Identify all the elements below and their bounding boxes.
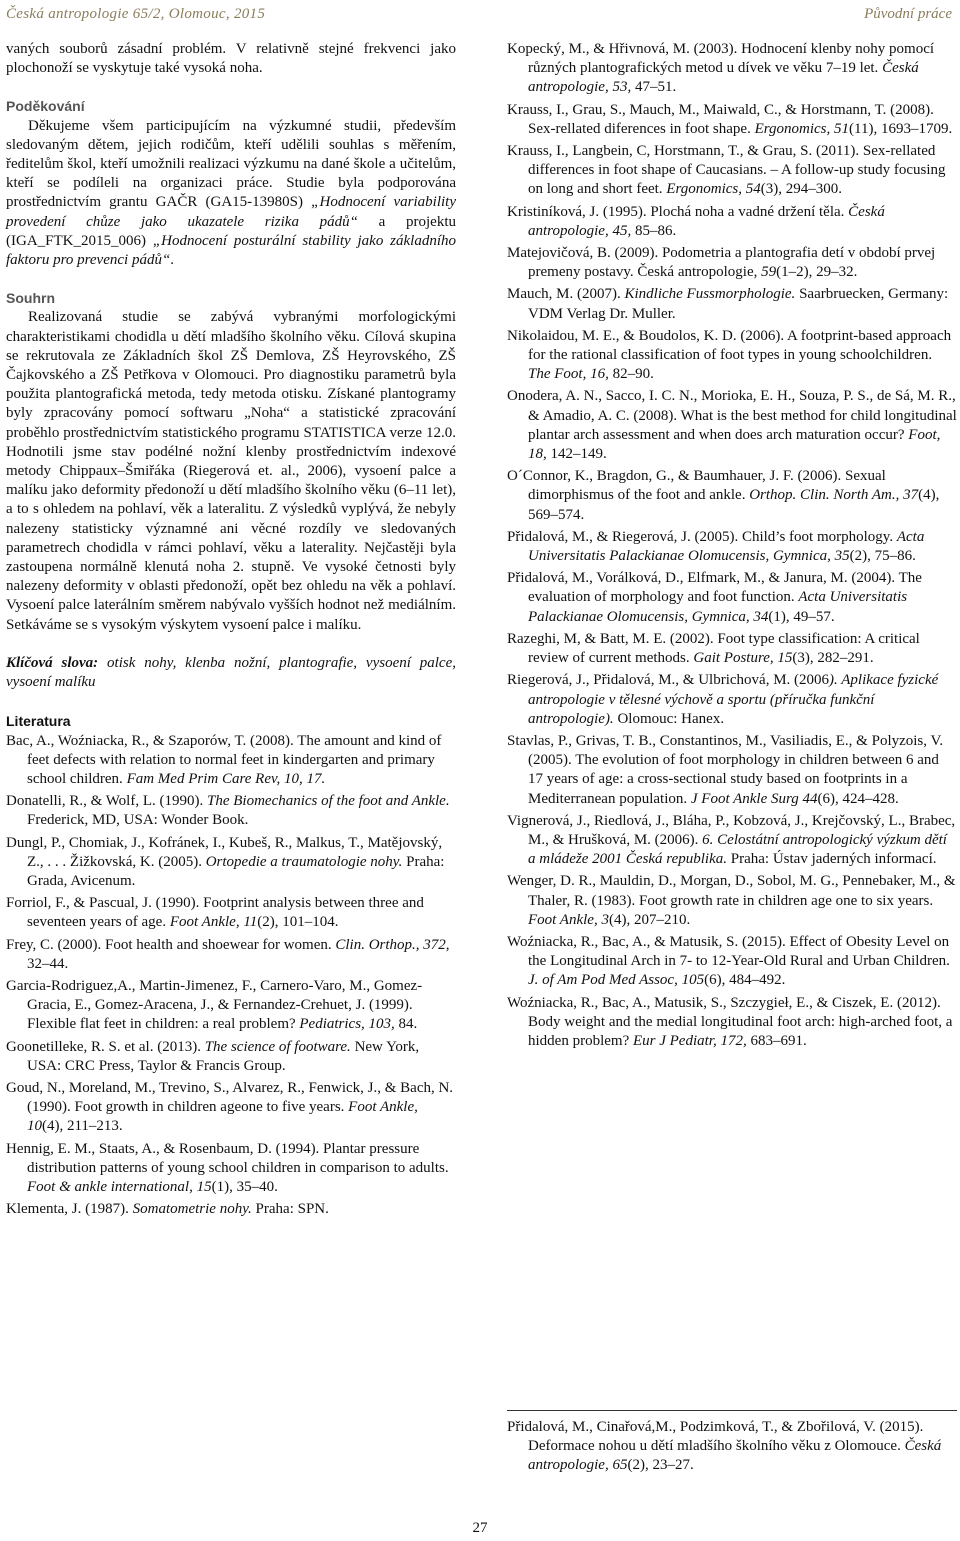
references-list-right [507,40,957,1051]
reference-item [507,387,957,464]
reference-item [6,732,456,790]
reference-item [6,1038,456,1076]
reference-source: Eur J Pediatr, 172, [632,1032,747,1049]
reference-text: New York, USA: CRC Press, Taylor & Francis Group. [27,1038,420,1074]
reference-text: Krauss, I., Langbein, C, Horstmann, T., & Grau, S. (2011). Sex-rellated differences in foot shape of Caucasians. – A follow-up study focusing on long and short feet. [507,143,946,198]
reference-source: Kindliche Fussmorphologie. [624,286,796,303]
reference-text: (11), 1693–1709. [849,120,953,137]
reference-text: Praha: SPN. [251,1201,329,1218]
intro-paragraph: vaných souborů zásadní problém. V relativně stejné frekvenci jako plochonoží se vyskytuje také vysoká noha. [6,41,456,77]
reference-text: Matejovičová, B. (2009). Podometria a plantografia detí v období prvej premeny postavy. Česká antropologie, [507,245,936,281]
footnote-journal: Česká antropologie, 65 [528,1438,942,1474]
reference-text: (3), 294–300. [760,181,843,198]
reference-text: 683–691. [746,1032,807,1049]
reference-source: Pediatrics, 103, [299,1016,395,1033]
reference-item [507,467,957,525]
acknowledgement-paragraph [6,117,456,271]
reference-source: Foot & ankle international, 15 [27,1178,212,1195]
reference-text: 142–149. [546,446,607,463]
reference-text: Goud, N., Moreland, M., Trevino, S., Alvarez, R., Fenwick, J., & Bach, N. (1990). Foot growth in children ageone to five years. [6,1079,454,1116]
reference-text: Hennig, E. M., Staats, A., & Rosenbaum, D. (1994). Plantar pressure distribution patterns of young school children in comparison to adults. [6,1140,449,1176]
reference-text: Forriol, F., & Pascual, J. (1990). Footprint analysis between three and seventeen years of age. [6,895,424,931]
reference-text: Nikolaidou, M. E., & Boudolos, K. D. (2006). A footprint-based approach for the rational classification of foot types in young schoolchildren. [507,327,952,364]
reference-text: Bac, A., Woźniacka, R., & Szaporów, T. (2008). The amount and kind of feet defects with relation to normal feet in kindergarten and primary school children. [6,732,442,787]
reference-item [507,630,957,668]
reference-text: 32–44. [27,955,69,972]
reference-item [507,528,957,566]
summary-paragraph: Realizovaná studie se zabývá vybranými morfologickými charakteristikami chodidla u dětí mladšího školního věku. Cílová skupina se rekrutovala ze Základních škol ZŠ Demlova, ZŠ Heyrovského, ZŠ Čajkovského a ZŠ Petřkova v Olomouci. Pro diagnostiku parametrů byla použita plantografická metoda, tedy metoda otisku. Získané plantogramy byly zpracovány pomocí softwaru „Noha“ a statistické zpracování proběhlo prostřednictvím statistického programu STATISTICA verze 12.0. Hodnotili jsme stav podélné nožní klenby prostřednictvím indexové metody Chippaux–Šmiřáka (Riegerová et. al., 2006), vysoení palce a malíku jako deformity předonoží u dětí mladšího školního věku (6–11 let), a to s ohledem na pohlaví, věk a lateralitu. Z výsledků vyplývá, že nebyly nalezeny statisticky významné ani věcné rozdíly ve sledovaných parametrech chodidla v rámci pohlaví, věku a laterality. Nejčastěji byla zastoupena normálně klenutá noha 2. stupně. Ve vysoké četnosti byly nalezeny deformity v oblasti předonoží, opět bez ohledu na věk a pohlaví. Vysoení palce laterálním směrem nabývalo vyšších hodnot než mediálním. Setkáváme se s vysokým výskytem vysoení palce i malíku. [6,309,456,633]
reference-item [6,792,456,830]
reference-text: (4), 211–213. [42,1118,123,1135]
footnote-authors: Přidalová, M., Cinařová,M., Podzimková, T., & Zbořilová, V. (2015). Deformace nohou u dětí mladšího školního věku z Olomouce. [507,1419,924,1455]
reference-source: The Biomechanics of the foot and Ankle. [207,793,450,810]
left-column [6,40,456,1222]
reference-source: Foot Ankle, 10 [27,1099,418,1135]
reference-item [507,327,957,385]
keywords [6,654,456,692]
acknowledgement-heading: Poděkování [6,98,85,115]
reference-text: Přidalová, M., & Riegerová, J. (2005). Child’s foot morphology. [507,528,897,545]
reference-source: Česká antropologie, 45, [528,203,885,239]
reference-text: Razeghi, M, & Batt, M. E. (2002). Foot type classification: A critical review of current methods. [507,630,920,667]
reference-item [6,1079,456,1137]
reference-text: Onodera, A. N., Sacco, I. C. N., Morioka, E. H., Souza, P. S., de Sá, M. R., & Amadio, A. C. (2008). What is the best method for child longitudinal plantar arch assessment and when does arch maturation occur? [507,388,957,443]
reference-source: Česká antropologie, 53, [528,60,919,96]
ack-grant-2: „Hodnocení posturální stability jako základního faktoru pro prevenci pádů“ [6,232,456,269]
reference-item [6,1200,456,1219]
reference-text: Olomouc: Hanex. [613,710,725,727]
reference-text: (6), 484–492. [704,972,786,989]
reference-item [507,933,957,991]
reference-text: Stavlas, P., Grivas, T. B., Constantinos, M., Vasiliadis, E., & Polyzois, V. (2005). The evolution of foot morphology in children between 6 and 17 years of age: a cross-sectional study based on footprints in a Mediterranean population. [507,732,944,807]
page-header [0,0,960,34]
reference-item [507,569,957,627]
reference-text: Frey, C. (2000). Foot health and shoewear for women. [6,936,336,953]
reference-item [507,994,957,1052]
reference-text: 85–86. [631,222,677,239]
reference-text: Vignerová, J., Riedlová, J., Bláha, P., Kobzová, J., Krejčovský, L., Brabec, M., & Hrušková, M. (2006). [507,812,956,848]
ack-mid: a projektu (IGA_FTK_2015_006) [6,213,456,249]
reference-text: Goonetilleke, R. S. et al. (2013). [6,1038,205,1055]
reference-source: Foot Ankle, 3 [528,911,609,928]
footnote-reference [507,1418,957,1476]
reference-source: Ortopedie a traumatologie nohy. [205,853,403,870]
reference-text: Kristiníková, J. (1995). Plochá noha a vadné držení těla. [507,203,849,220]
reference-text: (3), 282–291. [792,650,874,667]
reference-text: (4), 569–574. [528,487,940,523]
reference-text: (1), 49–57. [768,608,835,625]
reference-text: Riegerová, J., Přidalová, M., & Ulbrichová, M. (2006 [507,672,830,689]
ack-grant-1: „Hodnocení variability provedení chůze jako ukazatele rizika pádů“ [6,194,456,230]
reference-text: 82–90. [608,366,654,383]
reference-source: Acta Universitatis Palackianae Olomucensis, Gymnica, 35 [528,528,925,565]
reference-text: (2), 75–86. [849,548,916,565]
reference-text: Woźniacka, R., Bac, A., Matusik, S., Szczygieł, E., & Ciszek, E. (2012). Body weight and the medial longitudinal foot arch: high-arched foot, a hidden problem? [507,994,953,1049]
reference-source: 6. Celostátní antropologický výzkum dětí a mládeže 2001 Česká republika. [528,831,947,868]
keywords-text: otisk nohy, klenba nožní, plantografie, vysoení palce, vysoení malíku [6,654,456,691]
reference-item [507,203,957,241]
keywords-label: Klíčová slova: [6,654,99,671]
reference-item [6,834,456,892]
reference-source: J. of Am Pod Med Assoc, 105 [528,972,705,989]
ack-text: Děkujeme všem participujícím na výzkumné studii, především sledovaným dětem, jejich rodičům, kteří udělili souhlas s měřením, ředitelům škol, kteří umožnili realizaci výzkumu na dané škole a učitelům, kteří se podíleli na organizaci práce. Studie byla podporována prostřednictvím grantu GAČR (GA15-13980S) [6,117,456,211]
reference-text: (1), 35–40. [211,1178,278,1195]
reference-source: Ergonomics, 54 [666,181,761,198]
reference-text: Přidalová, M., Vorálková, D., Elfmark, M., & Janura, M. (2004). The evaluation of morphology and foot function. [507,570,922,606]
reference-item [507,671,957,729]
reference-item [6,936,456,974]
section-label: Původní práce [864,6,952,22]
reference-source: Somatometrie nohy. [132,1201,252,1218]
ack-end: . [170,252,175,269]
reference-text: (6), 424–428. [817,790,899,807]
reference-item [507,812,957,870]
reference-text: 47–51. [631,79,677,96]
page-number: 27 [472,1520,488,1536]
footnote-pages: (2), 23–27. [627,1457,694,1474]
reference-text: Saarbruecken, Germany: VDM Verlag Dr. Muller. [528,286,949,322]
reference-item [507,101,957,139]
right-column [507,40,957,1054]
reference-text: Praha: Ústav jaderných informací. [727,851,937,868]
references-heading: Literatura [6,713,71,730]
reference-text: Klementa, J. (1987). [6,1201,133,1218]
reference-text: Mauch, M. (2007). [507,286,625,303]
reference-text: Woźniacka, R., Bac, A., & Matusik, S. (2015). Effect of Obesity Level on the Longitudinal Arch in 7- to 12-Year-Old Rural and Urban Children. [507,933,950,970]
reference-source: Foot Ankle, 11 [169,914,258,931]
summary-heading: Souhrn [6,290,55,307]
reference-text: Praha: Grada, Avicenum. [27,853,445,889]
reference-item [507,732,957,809]
reference-text: Wenger, D. R., Mauldin, D., Morgan, D., Sobol, M. G., Pennebaker, M., & Thaler, R. (1983). Foot growth rate in children age one to six years. [507,873,956,909]
reference-text: (1–2), 29–32. [776,264,858,281]
reference-text: Garcia-Rodriguez,A., Martin-Jimenez, F., Carnero-Varo, M., Gomez-Gracia, E., Gomez-Aracena, J., & Fernandez-Crehuet, J. (1999). Flexible flat feet in children: a real problem? [6,977,423,1033]
reference-item [507,244,957,282]
reference-source: ). Aplikace fyzické antropologie v tělesné výchově a sportu (příručka funkční antropologie). [528,672,939,727]
reference-text: Frederick, MD, USA: Wonder Book. [27,812,249,829]
reference-source: Foot, 18, [528,426,941,463]
reference-source: The science of footware. [204,1038,351,1055]
reference-source: Gait Posture, 15 [693,650,793,667]
reference-text: (4), 207–210. [608,911,691,928]
reference-item [507,40,957,98]
reference-text: Dungl, P., Chomiak, J., Kofránek, I., Kubeš, R., Malkus, T., Matějovský, Z., . . . Žižkovská, K. (2005). [6,834,443,870]
journal-title: Česká antropologie 65/2, Olomouc, 2015 [6,6,266,22]
reference-item [507,285,957,323]
reference-source: Fam Med Prim Care Rev, 10, 17. [126,770,326,787]
reference-item [507,142,957,200]
reference-source: Orthop. Clin. North Am., 37 [749,487,919,504]
reference-item [507,872,957,930]
reference-source: 59 [761,264,777,281]
reference-text: Kopecký, M., & Hřivnová, M. (2003). Hodnocení klenby nohy pomocí různých plantografických metod u dívek ve věku 7–19 let. [507,41,935,77]
footnote-divider [507,1410,957,1411]
reference-source: Acta Universitatis Palackianae Olomucensis, Gymnica, 34 [528,589,908,625]
reference-text: Krauss, I., Grau, S., Mauch, M., Maiwald, C., & Horstmann, T. (2008). Sex-rellated diferences in foot shape. [507,101,934,137]
reference-source: Clin. Orthop., 372, [335,936,450,953]
reference-source: J Foot Ankle Surg 44 [690,790,818,807]
reference-text: 84. [394,1016,418,1033]
reference-text: Donatelli, R., & Wolf, L. (1990). [6,793,207,810]
reference-text: O´Connor, K., Bragdon, G., & Baumhauer, J. F. (2006). Sexual dimorphismus of the foot and ankle. [507,468,886,504]
references-list-left [6,732,456,1220]
reference-source: The Foot, 16, [528,366,609,383]
reference-item [6,977,456,1035]
reference-text: (2), 101–104. [257,914,339,931]
reference-item [6,1140,456,1198]
reference-source: Ergonomics, 51 [754,120,850,137]
reference-item [6,894,456,932]
